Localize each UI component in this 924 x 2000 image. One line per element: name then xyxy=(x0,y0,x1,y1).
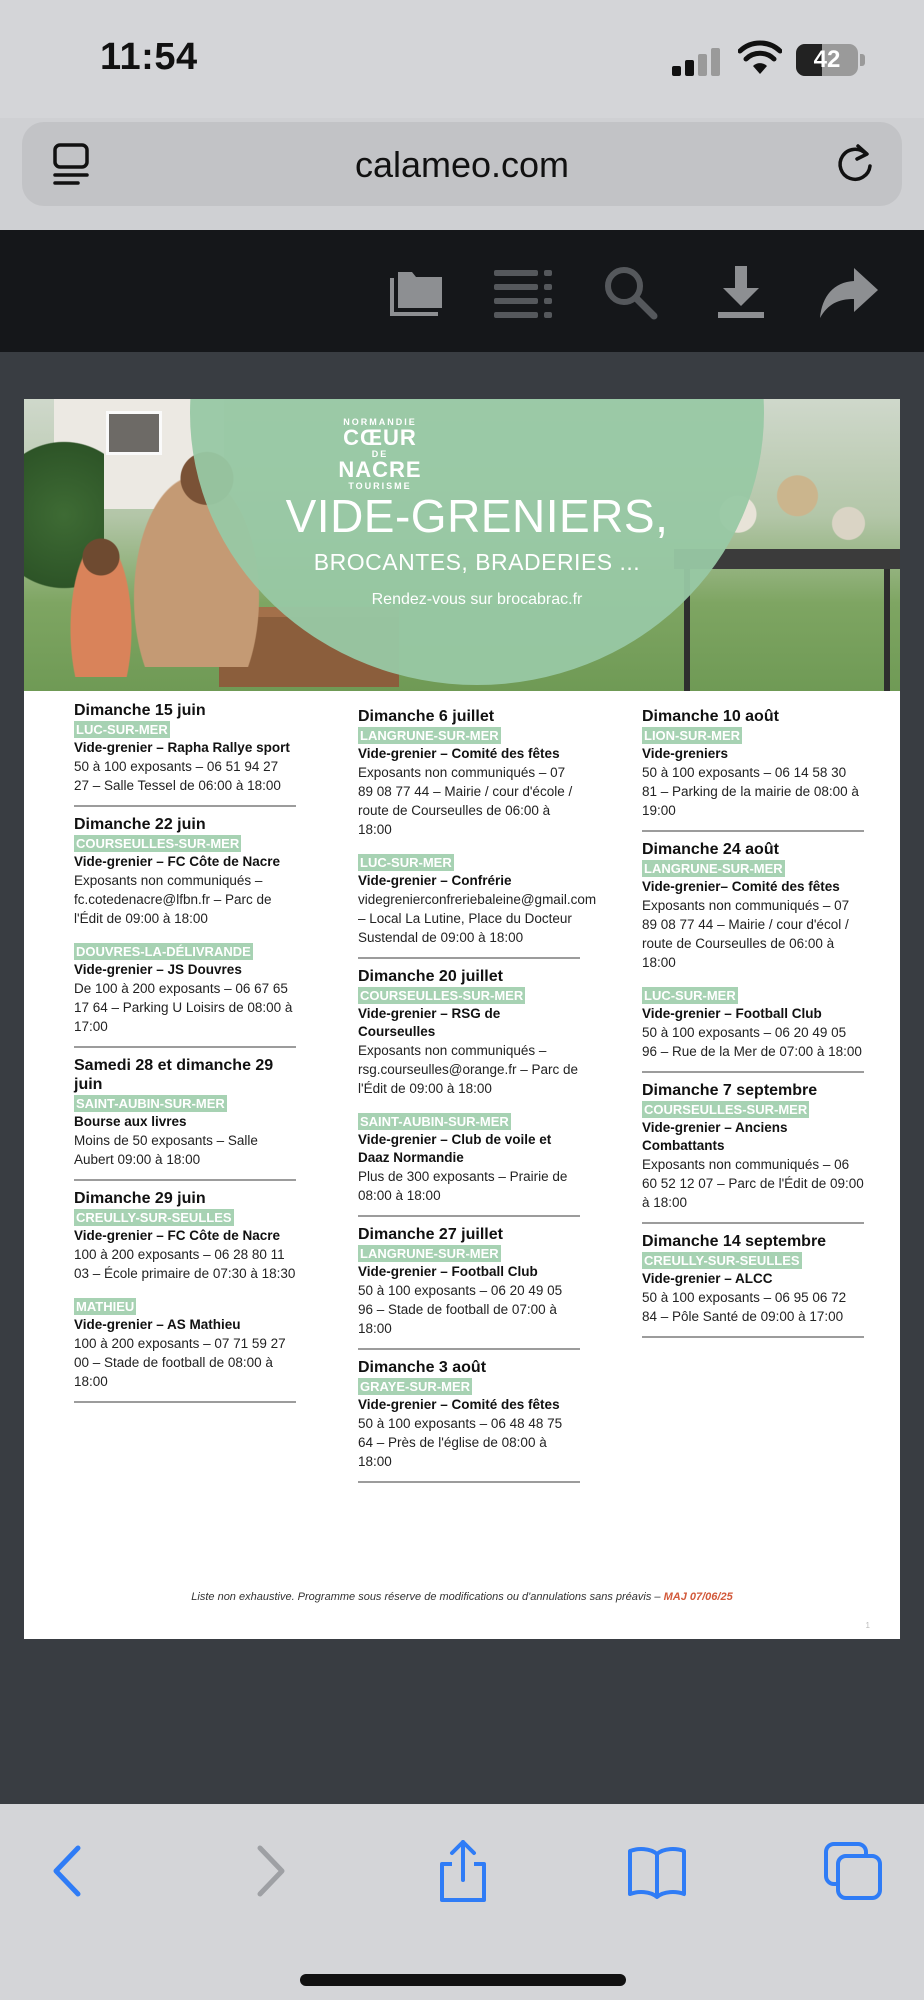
wifi-icon xyxy=(738,40,782,76)
viewer-toolbar xyxy=(0,230,924,352)
event-date: Dimanche 15 juin xyxy=(74,702,206,719)
download-icon[interactable] xyxy=(710,264,772,322)
event-date: Dimanche 14 septembre xyxy=(642,1233,827,1250)
event-town: LANGRUNE-SUR-MER xyxy=(360,728,499,743)
event-town: LUC-SUR-MER xyxy=(644,988,736,1003)
event-title: Vide-grenier – FC Côte de Nacre xyxy=(74,854,281,869)
event-town: LUC-SUR-MER xyxy=(360,855,452,870)
event-info: Moins de 50 exposants – Salle Aubert 09:00 à 18:00 xyxy=(74,1133,258,1167)
folder-icon[interactable] xyxy=(384,264,446,322)
page-number: 1 xyxy=(865,1621,870,1630)
header-image xyxy=(24,399,900,691)
event-item xyxy=(74,1189,296,1285)
event-title: Vide-grenier – Club de voile et Daaz Normandie xyxy=(358,1132,552,1165)
event-town: CREULLY-SUR-SEULLES xyxy=(644,1253,800,1268)
event-item xyxy=(74,815,296,930)
page-title: VIDE-GRENIERS, xyxy=(285,490,669,542)
share-arrow-icon[interactable] xyxy=(818,264,880,322)
event-info: Exposants non communiqués – fc.cotedenacre@lfbn.fr – Parc de l'Édit de 09:00 à 18:00 xyxy=(74,873,272,926)
event-info: 100 à 200 exposants – 07 71 59 27 00 – Stade de football de 08:00 à 18:00 xyxy=(74,1336,286,1389)
battery-icon xyxy=(796,44,858,76)
forward-icon[interactable] xyxy=(238,1840,300,1902)
event-town: SAINT-AUBIN-SUR-MER xyxy=(76,1096,225,1111)
event-title: Vide-grenier – FC Côte de Nacre xyxy=(74,1228,281,1243)
address-bar[interactable] xyxy=(22,122,902,206)
home-indicator[interactable] xyxy=(300,1974,626,1986)
footer-note: Liste non exhaustive. Programme sous réserve de modifications ou d'annulations sans préavis – MAJ 07/06/25 xyxy=(191,1591,733,1603)
event-date: Dimanche 29 juin xyxy=(74,1190,206,1207)
event-info: De 100 à 200 exposants – 06 67 65 17 64 – Parking U Loisirs de 08:00 à 17:00 xyxy=(74,981,293,1034)
event-title: Vide-grenier – AS Mathieu xyxy=(74,1317,241,1332)
event-date: Samedi 28 et dimanche 29 juin xyxy=(74,1057,274,1093)
events-column-2 xyxy=(358,707,597,1491)
event-info: Exposants non communiqués – 06 60 52 12 07 – Parc de l'Édit de 09:00 à 18:00 xyxy=(642,1157,864,1210)
page-subtitle: BROCANTES, BRADERIES ... xyxy=(313,549,641,575)
event-town: COURSEULLES-SUR-MER xyxy=(644,1102,808,1117)
event-title: Vide-grenier – Comité des fêtes xyxy=(358,1397,560,1412)
event-date: Dimanche 24 août xyxy=(642,841,779,858)
status-time: 11:54 xyxy=(100,36,198,78)
share-icon[interactable] xyxy=(432,1840,494,1902)
search-icon[interactable] xyxy=(600,264,662,322)
event-item xyxy=(358,967,580,1100)
event-town: DOUVRES-LA-DÉLIVRANDE xyxy=(76,944,251,959)
event-item xyxy=(642,986,864,1073)
event-info: Exposants non communiqués – 07 89 08 77 44 – Mairie / cour d'écol / route de Courseulles de 06:00 à 18:00 xyxy=(642,898,850,970)
event-date: Dimanche 10 août xyxy=(642,708,779,725)
event-title: Vide-grenier – Rapha Rallye sport xyxy=(74,740,290,755)
event-title: Vide-grenier – Confrérie xyxy=(358,873,512,888)
table-of-contents-icon[interactable] xyxy=(492,264,554,322)
events-column-1 xyxy=(74,701,296,1411)
event-title: Vide-grenier – ALCC xyxy=(642,1271,773,1286)
event-title: Vide-grenier – JS Douvres xyxy=(74,962,242,977)
event-town: LUC-SUR-MER xyxy=(76,722,168,737)
event-info: 50 à 100 exposants – 06 14 58 30 81 – Parking de la mairie de 08:00 à 19:00 xyxy=(642,765,859,818)
brand-logo: NORMANDIE CŒUR DE NACRE TOURISME xyxy=(338,417,422,491)
event-info: 100 à 200 exposants – 06 28 80 11 03 – École primaire de 07:30 à 18:30 xyxy=(74,1247,296,1281)
event-item xyxy=(74,701,296,807)
event-date: Dimanche 20 juillet xyxy=(358,968,503,985)
event-info: 50 à 100 exposants – 06 20 49 05 96 – Stade de football de 07:00 à 18:00 xyxy=(358,1283,563,1336)
event-date: Dimanche 22 juin xyxy=(74,816,206,833)
event-item xyxy=(358,1225,580,1350)
bookmarks-icon[interactable] xyxy=(626,1840,688,1902)
event-title: Vide-grenier – Football Club xyxy=(642,1006,822,1021)
event-info: 50 à 100 exposants – 06 48 48 75 64 – Près de l'église de 08:00 à 18:00 xyxy=(358,1416,563,1469)
document-page[interactable] xyxy=(24,399,900,1639)
reload-icon[interactable] xyxy=(832,140,878,186)
event-item xyxy=(74,1297,296,1403)
event-title: Vide-grenier – Football Club xyxy=(358,1264,538,1279)
event-info: Plus de 300 exposants – Prairie de 08:00 à 18:00 xyxy=(358,1169,568,1203)
event-date: Dimanche 27 juillet xyxy=(358,1226,503,1243)
event-town: CREULLY-SUR-SEULLES xyxy=(76,1210,232,1225)
event-town: COURSEULLES-SUR-MER xyxy=(76,836,240,851)
event-item xyxy=(358,1358,580,1483)
event-info: videgrenierconfreriebaleine@gmail.com – Local La Lutine, Place du Docteur Sustendal de 09:00 à 18:00 xyxy=(358,892,597,945)
document-viewer[interactable] xyxy=(0,352,924,1804)
event-title: Bourse aux livres xyxy=(74,1114,187,1129)
event-town: LION-SUR-MER xyxy=(644,728,741,743)
event-title: Vide-grenier – Anciens Combattants xyxy=(642,1120,788,1153)
event-town: MATHIEU xyxy=(76,1299,135,1314)
event-item xyxy=(358,1112,580,1217)
event-info: 50 à 100 exposants – 06 51 94 27 27 – Salle Tessel de 06:00 à 18:00 xyxy=(74,759,281,793)
update-date: MAJ 07/06/25 xyxy=(663,1591,733,1603)
cellular-signal-icon xyxy=(672,46,724,76)
event-title: Vide-grenier – Comité des fêtes xyxy=(358,746,560,761)
status-bar xyxy=(0,0,924,118)
event-info: Exposants non communiqués – 07 89 08 77 44 – Mairie / cour d'école / route de Courseulles de 06:00 à 18:00 xyxy=(358,765,573,837)
browser-bottom-bar xyxy=(0,1804,924,2000)
battery-level: 42 xyxy=(813,46,841,73)
event-town: LANGRUNE-SUR-MER xyxy=(360,1246,499,1261)
event-item xyxy=(642,1081,864,1224)
event-info: 50 à 100 exposants – 06 20 49 05 96 – Rue de la Mer de 07:00 à 18:00 xyxy=(642,1025,862,1059)
tabs-icon[interactable] xyxy=(822,1840,884,1902)
event-town: SAINT-AUBIN-SUR-MER xyxy=(360,1114,509,1129)
event-item xyxy=(74,1056,296,1181)
event-date: Dimanche 7 septembre xyxy=(642,1082,818,1099)
events-column-3 xyxy=(642,707,864,1346)
event-title: Vide-grenier– Comité des fêtes xyxy=(642,879,840,894)
event-date: Dimanche 6 juillet xyxy=(358,708,495,725)
event-town: COURSEULLES-SUR-MER xyxy=(360,988,524,1003)
event-item xyxy=(642,840,864,974)
event-item xyxy=(358,707,580,841)
event-town: GRAYE-SUR-MER xyxy=(360,1379,471,1394)
event-date: Dimanche 3 août xyxy=(358,1359,487,1376)
event-title: Vide-grenier – RSG de Courseulles xyxy=(358,1006,501,1039)
event-town: LANGRUNE-SUR-MER xyxy=(644,861,783,876)
url-text[interactable]: calameo.com xyxy=(354,144,570,185)
back-icon[interactable] xyxy=(38,1840,100,1902)
event-info: Exposants non communiqués – rsg.courseulles@orange.fr – Parc de l'Édit de 09:00 à 18:00 xyxy=(358,1043,579,1096)
event-title: Vide-greniers xyxy=(642,746,729,761)
event-item xyxy=(642,707,864,832)
website-link[interactable]: Rendez-vous sur brocabrac.fr xyxy=(371,591,583,608)
event-info: 50 à 100 exposants – 06 95 06 72 84 – Pôle Santé de 09:00 à 17:00 xyxy=(642,1290,847,1324)
event-item xyxy=(74,942,296,1048)
event-item xyxy=(358,853,597,959)
event-item xyxy=(642,1232,864,1338)
